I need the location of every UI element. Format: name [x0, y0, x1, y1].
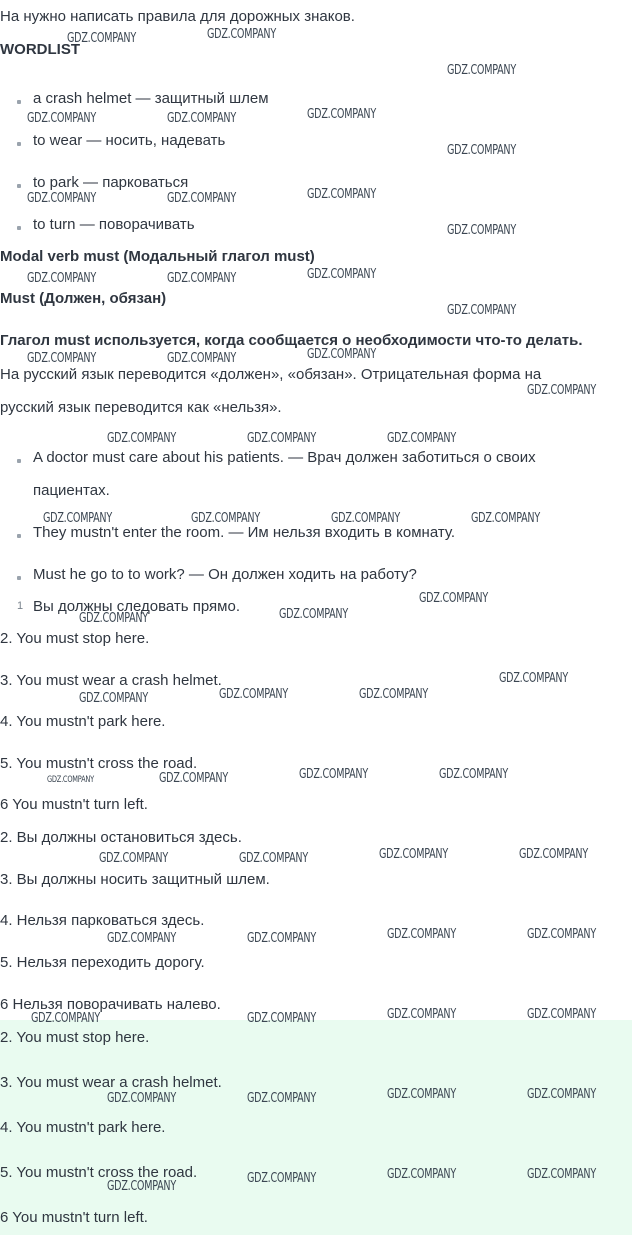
answer-item: 3. You must wear a crash helmet.: [0, 672, 222, 689]
modal-verb-heading: Modal verb must (Модальный глагол must): [0, 248, 315, 265]
wordlist-item: a crash helmet — защитный шлем: [33, 90, 269, 107]
example-item-continued: пациентах.: [33, 482, 110, 499]
answer-item: 5. You mustn't cross the road.: [0, 755, 198, 772]
watermark: GDZ.COMPANY: [167, 111, 236, 126]
watermark: GDZ.COMPANY: [387, 1087, 456, 1102]
watermark: GDZ.COMPANY: [107, 1179, 176, 1194]
wordlist-item: to turn — поворачивать: [33, 216, 195, 233]
answer-item: 3. You must wear a crash helmet.: [0, 1074, 222, 1091]
watermark: GDZ.COMPANY: [159, 771, 228, 786]
intro-text: На нужно написать правила для дорожных знаков.: [0, 8, 355, 25]
watermark: GDZ.COMPANY: [307, 187, 376, 202]
watermark: GDZ.COMPANY: [247, 1011, 316, 1026]
watermark: GDZ.COMPANY: [419, 591, 488, 606]
watermark: GDZ.COMPANY: [527, 1087, 596, 1102]
bullet: [17, 142, 21, 146]
bullet: [17, 459, 21, 463]
watermark: GDZ.COMPANY: [107, 931, 176, 946]
watermark: GDZ.COMPANY: [43, 511, 112, 526]
wordlist-title: WORDLIST: [0, 41, 80, 58]
example-item: A doctor must care about his patients. — Врач должен заботиться о своих: [33, 449, 536, 466]
watermark: GDZ.COMPANY: [379, 847, 448, 862]
wordlist-item: to park — парковаться: [33, 174, 189, 191]
watermark: GDZ.COMPANY: [191, 511, 260, 526]
watermark: GDZ.COMPANY: [207, 27, 276, 42]
answer-item: 6 Нельзя поворачивать налево.: [0, 996, 221, 1013]
watermark: GDZ.COMPANY: [247, 1171, 316, 1186]
watermark: GDZ.COMPANY: [299, 767, 368, 782]
example-item: They mustn't enter the room. — Им нельзя входить в комнату.: [33, 524, 456, 541]
answer-item: Вы должны следовать прямо.: [33, 598, 241, 615]
watermark: GDZ.COMPANY: [527, 1007, 596, 1022]
answer-item: 3. Вы должны носить защитный шлем.: [0, 871, 270, 888]
bullet: [17, 184, 21, 188]
answer-item: 4. Нельзя парковаться здесь.: [0, 912, 205, 929]
watermark: GDZ.COMPANY: [307, 347, 376, 362]
watermark: GDZ.COMPANY: [247, 431, 316, 446]
watermark: GDZ.COMPANY: [167, 271, 236, 286]
answer-item: 2. You must stop here.: [0, 1029, 150, 1046]
watermark: GDZ.COMPANY: [359, 687, 428, 702]
watermark: GDZ.COMPANY: [527, 927, 596, 942]
answer-item: 4. You mustn't park here.: [0, 713, 166, 730]
watermark: GDZ.COMPANY: [387, 1167, 456, 1182]
bullet: [17, 100, 21, 104]
watermark: GDZ.COMPANY: [439, 767, 508, 782]
watermark: GDZ.COMPANY: [167, 351, 236, 366]
answer-item: 5. You mustn't cross the road.: [0, 1164, 198, 1181]
watermark: GDZ.COMPANY: [387, 1007, 456, 1022]
watermark: GDZ.COMPANY: [499, 671, 568, 686]
watermark: GDZ.COMPANY: [47, 775, 94, 785]
rule-text: русский язык переводится как «нельзя».: [0, 399, 282, 416]
rule-text-bold: Глагол must используется, когда сообщается о необходимости что-то делать.: [0, 332, 583, 349]
answer-item: 2. Вы должны остановиться здесь.: [0, 829, 242, 846]
watermark: GDZ.COMPANY: [99, 851, 168, 866]
watermark: GDZ.COMPANY: [27, 111, 96, 126]
bullet: [17, 576, 21, 580]
watermark: GDZ.COMPANY: [67, 31, 136, 46]
answer-item: 2. You must stop here.: [0, 630, 150, 647]
watermark: GDZ.COMPANY: [247, 931, 316, 946]
watermark: GDZ.COMPANY: [447, 223, 516, 238]
answer-item: 5. Нельзя переходить дорогу.: [0, 954, 205, 971]
watermark: GDZ.COMPANY: [519, 847, 588, 862]
watermark: GDZ.COMPANY: [447, 143, 516, 158]
watermark: GDZ.COMPANY: [247, 1091, 316, 1106]
watermark: GDZ.COMPANY: [31, 1011, 100, 1026]
answer-item: 6 You mustn't turn left.: [0, 796, 148, 813]
watermark: GDZ.COMPANY: [527, 383, 596, 398]
bullet: [17, 534, 21, 538]
watermark: GDZ.COMPANY: [471, 511, 540, 526]
answer-item: 4. You mustn't park here.: [0, 1119, 166, 1136]
watermark: GDZ.COMPANY: [27, 351, 96, 366]
watermark: GDZ.COMPANY: [527, 1167, 596, 1182]
watermark: GDZ.COMPANY: [387, 431, 456, 446]
watermark: GDZ.COMPANY: [447, 303, 516, 318]
bullet: [17, 226, 21, 230]
watermark: GDZ.COMPANY: [447, 63, 516, 78]
answer-item: 6 You mustn't turn left.: [0, 1209, 148, 1226]
watermark: GDZ.COMPANY: [27, 191, 96, 206]
watermark: GDZ.COMPANY: [279, 607, 348, 622]
watermark: GDZ.COMPANY: [79, 691, 148, 706]
watermark: GDZ.COMPANY: [239, 851, 308, 866]
rule-text: На русский язык переводится «должен», «обязан». Отрицательная форма на: [0, 366, 542, 383]
list-number: 1: [17, 600, 24, 612]
watermark: GDZ.COMPANY: [27, 271, 96, 286]
watermark: GDZ.COMPANY: [107, 431, 176, 446]
wordlist-item: to wear — носить, надевать: [33, 132, 226, 149]
watermark: GDZ.COMPANY: [307, 107, 376, 122]
watermark: GDZ.COMPANY: [307, 267, 376, 282]
example-item: Must he go to to work? — Он должен ходить на работу?: [33, 566, 417, 583]
watermark: GDZ.COMPANY: [219, 687, 288, 702]
watermark: GDZ.COMPANY: [387, 927, 456, 942]
watermark: GDZ.COMPANY: [331, 511, 400, 526]
must-heading: Must (Должен, обязан): [0, 290, 167, 307]
watermark: GDZ.COMPANY: [107, 1091, 176, 1106]
watermark: GDZ.COMPANY: [79, 611, 148, 626]
watermark: GDZ.COMPANY: [167, 191, 236, 206]
